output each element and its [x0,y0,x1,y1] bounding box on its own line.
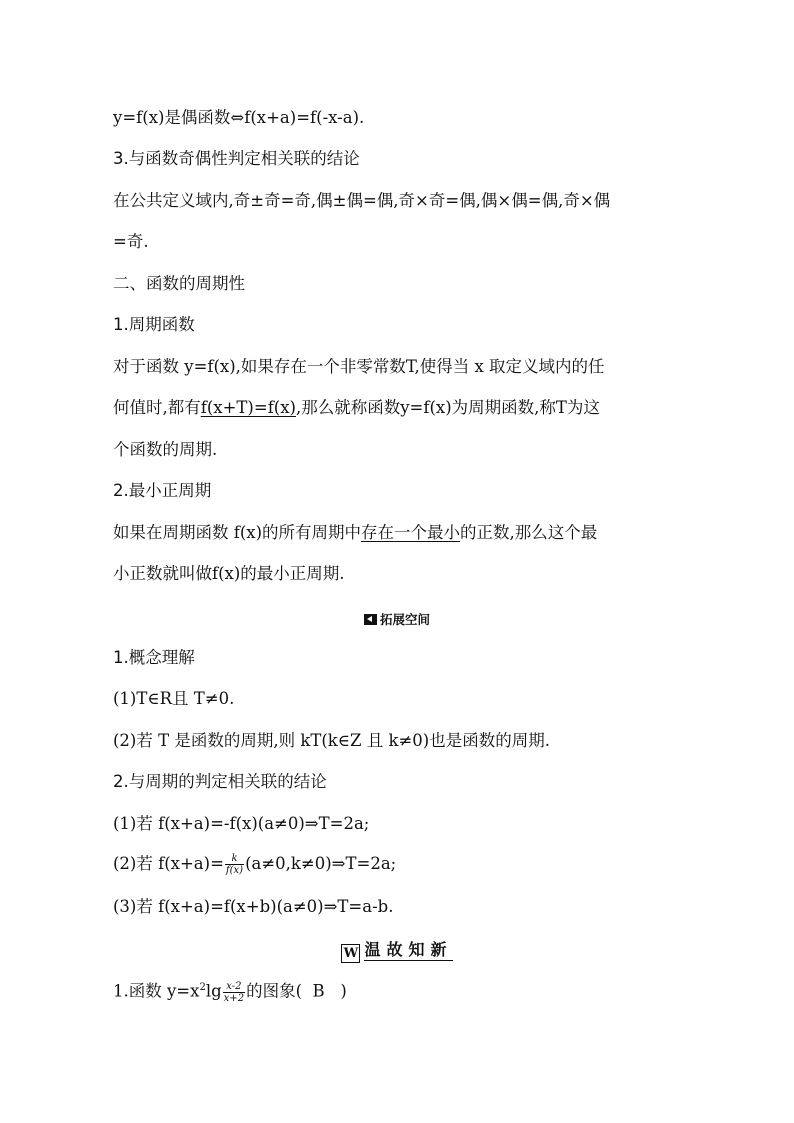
fraction-denominator: f(x) [225,865,244,876]
fraction [225,853,244,876]
text-line: 个函数的周期. [113,440,218,459]
text-span: (a≠0,k≠0)⇒T=2a; [245,854,397,873]
tuozhan-banner [0,610,794,628]
subsection-heading: 1.概念理解 [113,648,195,667]
subsection-heading: 1.周期函数 [113,315,195,334]
text-line: (2)若 T 是函数的周期,则 kT(k∈Z 且 k≠0)也是函数的周期. [113,731,550,750]
text-line: (1)T∈R且 T≠0. [113,689,235,708]
text-span: ,那么就称函数y=f(x)为周期函数,称T为这 [295,398,600,417]
fraction-numerator: x-2 [223,981,245,993]
section-heading: 二、函数的周期性 [113,274,245,293]
underlined-answer: 存在一个最小 [361,523,461,542]
fraction-numerator: k [225,853,244,865]
text-line: (1)若 f(x+a)=-f(x)(a≠0)⇒T=2a; [113,814,370,833]
wengu-banner [0,938,794,962]
section-heading: 3.与函数奇偶性判定相关联的结论 [113,149,360,168]
wengu-label: 温故知新 [364,940,453,959]
tuozhan-label: 拓展空间 [379,612,430,627]
text-span: (2)若 f(x+a)= [113,854,224,873]
text-line: 小正数就叫做f(x)的最小正周期. [113,564,345,583]
text-line: 在公共定义域内,奇±奇=奇,偶±偶=偶,奇×奇=偶,偶×偶=偶,奇×偶 [113,191,611,210]
text-span: 的图象( [246,981,302,1001]
text-line: =奇. [113,232,149,251]
text-line: 对于函数 y=f(x),如果存在一个非零常数T,使得当 x 取定义域内的任 [113,357,605,376]
text-line [113,398,693,418]
text-line: (3)若 f(x+a)=f(x+b)(a≠0)⇒T=a-b. [113,897,394,916]
answer-letter: B [312,981,325,1001]
text-line [113,852,693,876]
speaker-icon [364,614,377,625]
text-line: y=f(x)是偶函数⇔f(x+a)=f(-x-a). [113,108,365,127]
question-line [113,975,693,1005]
fraction [223,981,245,1004]
subsection-heading: 2.与周期的判定相关联的结论 [113,772,327,791]
text-span: 何值时,都有 [113,398,201,417]
w-logo-icon: W [341,944,360,963]
underlined-answer: f(x+T)=f(x) [200,398,296,417]
text-span: ) [340,981,347,1001]
text-span: lg [205,981,222,1001]
text-line [113,523,693,543]
text-span: 1.函数 y=x [113,981,200,1001]
text-span: 如果在周期函数 f(x)的所有周期中 [113,523,362,542]
fraction-denominator: x+2 [223,992,245,1004]
subsection-heading: 2.最小正周期 [113,481,212,500]
exponent: 2 [199,982,206,993]
text-span: 的正数,那么这个最 [460,523,598,542]
